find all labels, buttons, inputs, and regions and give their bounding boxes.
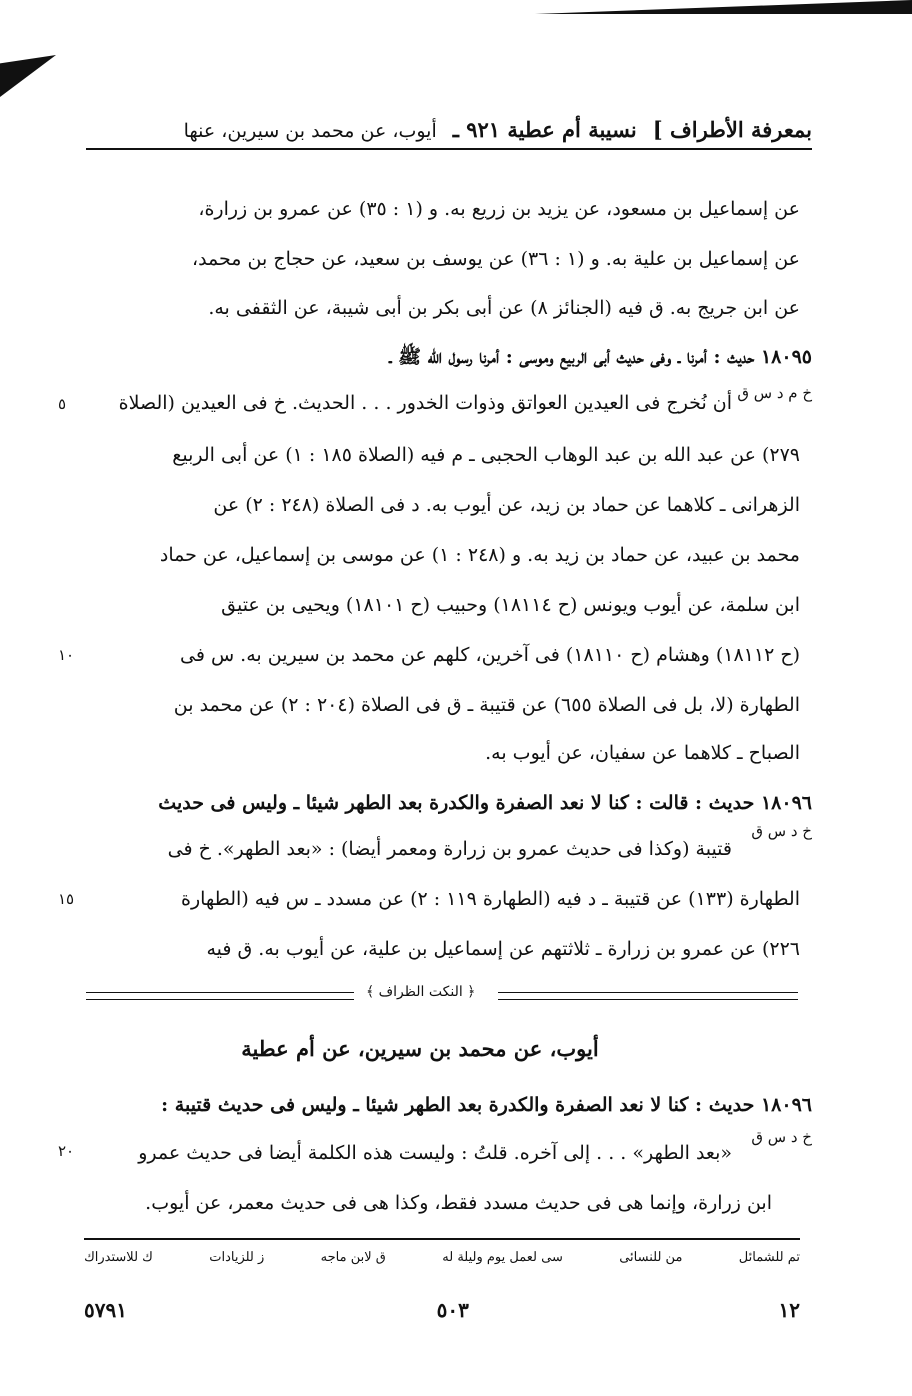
source-sigla: خ د س ق bbox=[751, 1128, 812, 1146]
header-section: بمعرفة الأطراف ] bbox=[652, 117, 812, 142]
volume-number: ١٢ bbox=[778, 1298, 800, 1322]
hadith-entry-18096: ١٨٠٩٦ حديث : قالت : كنا لا نعد الصفرة والكدرة بعد الطهر شيئا ـ وليس فى حديث bbox=[158, 792, 812, 814]
text-line: الطهارة (١٣٣) عن قتيبة ـ د فيه (الطهارة ١١٩ : ٢) عن مسدد ـ س فيه (الطهارة bbox=[180, 888, 800, 910]
text-line: ٢٢٦) عن عمرو بن زرارة ـ ثلاثتهم عن إسماعيل بن علية، عن أيوب به. ق فيه bbox=[206, 938, 800, 960]
divider-rule bbox=[86, 992, 354, 1000]
legend-item: ق لابن ماجه bbox=[320, 1250, 386, 1265]
header-title: نسيبة أم عطية ٩٢١ ـ bbox=[452, 117, 637, 142]
line-number: ١٠ bbox=[58, 646, 75, 664]
legend-item: من للنسائى bbox=[619, 1250, 683, 1265]
running-number: ٥٧٩١ bbox=[84, 1298, 127, 1322]
section-subheading: أيوب، عن محمد بن سيرين، عن أم عطية bbox=[241, 1036, 599, 1061]
text-line: قتيبة (وكذا فى حديث عمرو بن زرارة ومعمر أيضا) : «بعد الطهر». خ فى bbox=[167, 838, 732, 860]
source-sigla: خ م د س ق bbox=[737, 384, 812, 402]
text-line: الطهارة (لا، بل فى الصلاة ٦٥٥) عن قتيبة ـ ق فى الصلاة (٢٠٤ : ٢) عن محمد بن bbox=[173, 694, 800, 716]
text-line: ٢٧٩) عن عبد الله بن عبد الوهاب الحجبى ـ م فيه (الصلاة ١٨٥ : ١) عن أبى الربيع bbox=[172, 444, 800, 466]
page-footer bbox=[84, 1298, 800, 1322]
text-line: عن ابن جريج به. ق فيه (الجنائز ٨) عن أبى بكر بن أبى شيبة، عن الثقفى به. bbox=[208, 297, 800, 319]
nukat-entry-18096: ١٨٠٩٦ حديث : كنا لا نعد الصفرة والكدرة بعد الطهر شيئا ـ وليس فى حديث قتيبة : bbox=[161, 1094, 812, 1116]
hadith-entry-18095: ١٨٠٩٥ حديث : أمرنا ـ وفى حديث أبى الربيع وموسى : أمرنا رسول الله ﷺ ـ bbox=[389, 346, 812, 368]
text-line: محمد بن عبيد، عن حماد بن زيد به. و (٢٤٨ : ١) عن موسى بن إسماعيل، عن حماد bbox=[159, 544, 800, 566]
legend-item: ك للاستدراك bbox=[84, 1250, 153, 1265]
text-line: أن نُخرج فى العيدين العواتق وذوات الخدور . . . الحديث. خ فى العيدين (الصلاة bbox=[118, 392, 732, 414]
running-header bbox=[86, 104, 812, 150]
section-divider bbox=[86, 984, 798, 1002]
footnote-rule bbox=[84, 1238, 800, 1240]
text-line: ابن زرارة، وإنما هى فى حديث مسدد فقط، وكذا هى فى حديث معمر، عن أيوب. bbox=[145, 1192, 772, 1214]
text-line: «بعد الطهر» . . . إلى آخره. قلتُ : وليست هذه الكلمة أيضا فى حديث عمرو bbox=[138, 1142, 732, 1164]
line-number: ٥ bbox=[58, 395, 67, 413]
text-line: عن إسماعيل بن مسعود، عن يزيد بن زريع به. و (١ : ٣٥) عن عمرو بن زرارة، bbox=[198, 198, 800, 220]
line-number: ٢٠ bbox=[58, 1142, 75, 1160]
source-sigla: خ د س ق bbox=[751, 822, 812, 840]
legend-item: تم للشمائل bbox=[738, 1250, 800, 1265]
header-subtitle: أيوب، عن محمد بن سيرين، عنها bbox=[183, 120, 437, 142]
legend-item: سى لعمل يوم وليلة له bbox=[442, 1250, 563, 1265]
sigla-legend bbox=[84, 1250, 800, 1265]
text-line: الزهرانى ـ كلاهما عن حماد بن زيد، عن أيوب به. د فى الصلاة (٢٤٨ : ٢) عن bbox=[213, 494, 800, 516]
text-line: عن إسماعيل بن علية به. و (١ : ٣٦) عن يوسف بن سعيد، عن حجاج بن محمد، bbox=[191, 248, 800, 270]
line-number: ١٥ bbox=[58, 890, 75, 908]
page-number: ٥٠٣ bbox=[436, 1298, 469, 1322]
divider-rule bbox=[498, 992, 798, 1000]
text-line: الصباح ـ كلاهما عن سفيان، عن أيوب به. bbox=[485, 742, 800, 764]
legend-item: ز للزيادات bbox=[209, 1250, 265, 1265]
text-line: ابن سلمة، عن أيوب ويونس (ح ١٨١١٤) وحبيب (ح ١٨١٠١) ويحيى بن عتيق bbox=[221, 594, 800, 616]
scan-edge-top bbox=[535, 0, 912, 14]
divider-label: ﴿ النكت الظراف ﴾ bbox=[366, 984, 476, 1000]
scan-edge-left bbox=[0, 55, 56, 97]
text-line: (ح ١٨١١٢) وهشام (ح ١٨١١٠) فى آخرين، كلهم عن محمد بن سيرين به. س فى bbox=[179, 644, 800, 666]
